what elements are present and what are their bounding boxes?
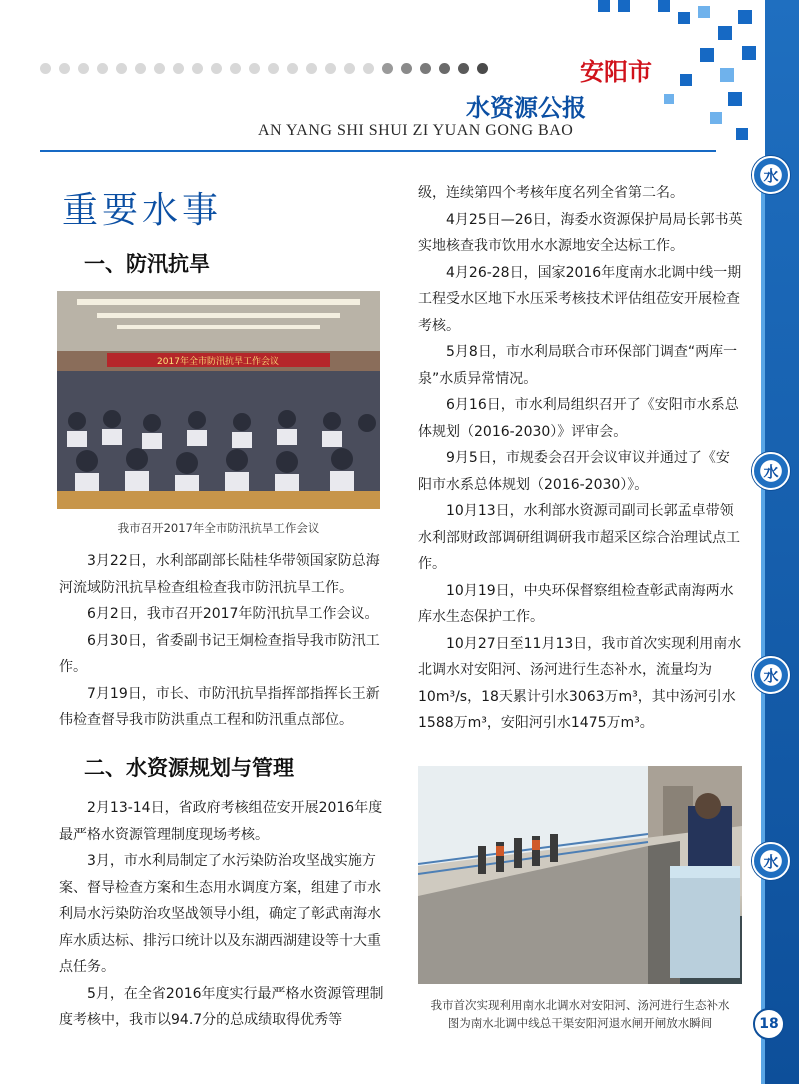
paragraph: 6月2日，我市召开2017年防汛抗旱工作会议。 xyxy=(87,606,379,622)
photo-meeting xyxy=(57,291,380,509)
emblem-icon: 水 xyxy=(752,156,790,194)
paragraph: 5月8日，市水利局联合市环保部门调查“两库一泉”水质异常情况。 xyxy=(418,344,738,387)
deco-square xyxy=(710,112,722,124)
deco-square xyxy=(680,74,692,86)
deco-square xyxy=(742,46,756,60)
deco-square xyxy=(678,12,690,24)
deco-square xyxy=(700,48,714,62)
paragraph: 5月，在全省2016年度实行最严格水资源管理制度考核中，我市以94.7分的总成绩取得优秀等 xyxy=(59,985,384,1028)
paragraph: 7月19日，市长、市防汛抗旱指挥部指挥长王新伟检查督导我市防洪重点工程和防汛重点部位。 xyxy=(59,685,380,728)
deco-square xyxy=(598,0,610,12)
water-planning-paragraphs xyxy=(59,795,384,1034)
heading-flood-control: 一、防汛抗旱 xyxy=(84,252,210,276)
paragraph: 10月19日，中央环保督察组检查彰武南海两水库水生态保护工作。 xyxy=(418,582,734,625)
header-dots xyxy=(40,63,488,74)
section-title: 重要水事 xyxy=(62,190,223,231)
caption-line: 我市首次实现利用南水北调水对安阳河、汤河进行生态补水 xyxy=(430,998,730,1012)
side-decoration-stripe xyxy=(761,160,765,1084)
paragraph: 3月，市水利局制定了水污染防治攻坚战实施方案、督导检查方案和生态用水调度方案，组建了市水利局水污染防治攻坚战领导小组，确定了彰武南海水库水质达标、排污口统计以及东湖西湖建设等十大重点任务。 xyxy=(59,853,381,975)
paragraph: 6月30日，省委副书记王炯检查指导我市防汛工作。 xyxy=(59,632,380,675)
paragraph-continuation: 级，连续第四个考核年度名列全省第二名。 xyxy=(418,185,684,201)
deco-square xyxy=(658,0,670,12)
photo-water-gate xyxy=(418,766,742,984)
page-number: 18 xyxy=(753,1008,785,1040)
paragraph: 3月22日，水利部副部长陆桂华带领国家防总海河流域防汛抗旱检查组检查我市防汛抗旱工作。 xyxy=(59,553,380,596)
deco-square xyxy=(698,6,710,18)
deco-square xyxy=(736,128,748,140)
svg-text:2017年全市防汛抗旱工作会议: 2017年全市防汛抗旱工作会议 xyxy=(157,357,279,367)
header-divider xyxy=(40,150,716,152)
header-subtitle: AN YANG SHI SHUI ZI YUAN GONG BAO xyxy=(258,122,574,139)
header-title-report: 水资源公报 xyxy=(466,93,586,122)
photo-meeting-caption: 我市召开2017年全市防汛抗旱工作会议 xyxy=(117,521,320,535)
photo-water-gate-caption xyxy=(418,996,742,1032)
paragraph: 2月13-14日，省政府考核组莅安开展2016年度最严格水资源管理制度现场考核。 xyxy=(59,800,383,843)
paragraph: 4月25日—26日，海委水资源保护局局长郭书英实地核查我市饮用水水源地安全达标工作。 xyxy=(418,211,743,254)
heading-water-planning: 二、水资源规划与管理 xyxy=(84,756,294,780)
paragraph: 6月16日，市水利局组织召开了《安阳市水系总体规划（2016-2030）》评审会。 xyxy=(418,397,739,440)
deco-square xyxy=(664,94,674,104)
deco-square xyxy=(720,68,734,82)
caption-line: 图为南水北调中线总干渠安阳河退水闸开闸放水瞬间 xyxy=(447,1016,713,1030)
header-title-city: 安阳市 xyxy=(580,57,652,86)
paragraph: 4月26-28日，国家2016年度南水北调中线一期工程受水区地下水压采考核技术评估组莅安开展检查考核。 xyxy=(418,264,742,334)
paragraph: 10月27日至11月13日，我市首次实现利用南水北调水对安阳河、汤河进行生态补水，流量均为10m³/s，18天累计引水3063万m³，其中汤河引水1588万m³，安阳河引水1475万m³。 xyxy=(418,635,742,731)
paragraph: 9月5日，市规委会召开会议审议并通过了《安阳市水系总体规划（2016-2030）》。 xyxy=(418,450,730,493)
water-gate-photo-illustration xyxy=(418,766,742,984)
emblem-icon: 水 xyxy=(752,656,790,694)
emblem-icon: 水 xyxy=(752,452,790,490)
deco-square xyxy=(718,26,732,40)
deco-square xyxy=(728,92,742,106)
right-column-paragraphs xyxy=(418,180,743,737)
meeting-photo-illustration xyxy=(57,291,380,509)
emblem-icon: 水 xyxy=(752,842,790,880)
deco-square xyxy=(738,10,752,24)
paragraph: 10月13日，水利部水资源司副司长郭孟卓带领水利部财政部调研组调研我市超采区综合治理试点工作。 xyxy=(418,503,740,572)
flood-control-paragraphs xyxy=(59,548,384,734)
deco-square xyxy=(618,0,630,12)
